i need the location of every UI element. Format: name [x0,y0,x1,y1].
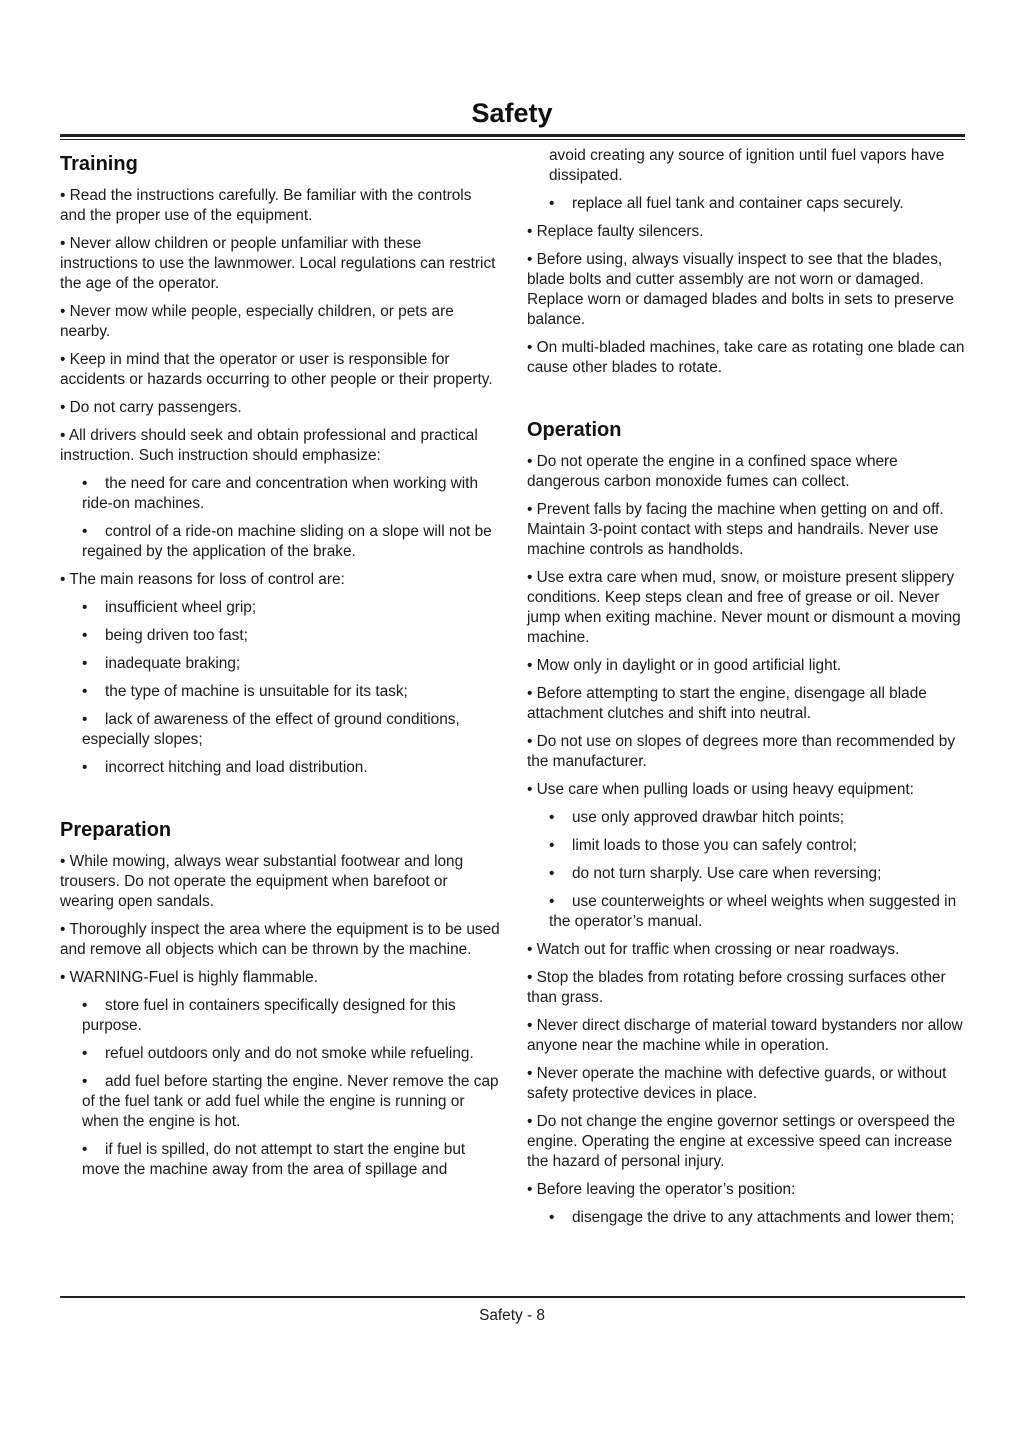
sub-item: • store fuel in containers specifically designed for this purpose. [82,997,456,1034]
right-column [527,146,967,1236]
sub-item-continued: avoid creating any source of ignition until fuel vapors have dissipated. [549,147,945,184]
sub-item: • inadequate braking; [82,655,241,672]
sub-item: • insufficient wheel grip; [82,599,257,616]
sub-item: • refuel outdoors only and do not smoke while refueling. [82,1045,474,1062]
page-number: Safety - 8 [479,1307,545,1324]
paragraph: • Replace faulty silencers. [527,223,704,240]
sub-item: • control of a ride-on machine sliding on a slope will not be regained by the application of the brake. [82,523,492,560]
header-rule-thin [60,139,965,140]
footer-rule [60,1296,965,1298]
paragraph: • Never operate the machine with defective guards, or without safety protective devices in place. [527,1065,947,1102]
paragraph: • Read the instructions carefully. Be familiar with the controls and the proper use of the equipment. [60,187,472,224]
paragraph: • Never mow while people, especially children, or pets are nearby. [60,303,454,340]
sub-item-text: incorrect hitching and load distribution. [105,759,368,776]
sub-item-text: insufficient wheel grip; [105,599,257,616]
sub-item: • limit loads to those you can safely control; [549,837,857,854]
sub-item: • do not turn sharply. Use care when reversing; [549,865,882,882]
section-title-operation: Operation [527,419,622,441]
paragraph: • Use care when pulling loads or using heavy equipment: [527,781,914,798]
paragraph: • Before attempting to start the engine, disengage all blade attachment clutches and shift into neutral. [527,685,927,722]
paragraph: • Use extra care when mud, snow, or moisture present slippery conditions. Keep steps clean and free of grease or oil. Never jump when exiting machine. Never mount or dismount a moving machine. [527,569,961,646]
sub-item-text: do not turn sharply. Use care when reversing; [572,865,882,882]
section-title-preparation: Preparation [60,819,172,841]
paragraph: • Do not change the engine governor settings or overspeed the engine. Operating the engine at excessive speed can increase the hazard of personal injury. [527,1113,956,1170]
sub-item-text: disengage the drive to any attachments and lower them; [572,1209,955,1226]
sub-item-text: use only approved drawbar hitch points; [572,809,845,826]
sub-item: • being driven too fast; [82,627,248,644]
sub-item-text: the need for care and concentration when working with ride-on machines. [82,475,479,512]
page-title: Safety [471,98,553,128]
paragraph: • Prevent falls by facing the machine when getting on and off. Maintain 3-point contact with steps and handrails. Never use machine controls as handholds. [527,501,944,558]
paragraph: • Never allow children or people unfamiliar with these instructions to use the lawnmower. Local regulations can restrict the age of the operator. [60,235,496,292]
paragraph: • Watch out for traffic when crossing or near roadways. [527,941,900,958]
sub-item: • add fuel before starting the engine. Never remove the cap of the fuel tank or add fuel while the engine is running or when the engine is hot. [82,1073,499,1130]
paragraph: • Mow only in daylight or in good artificial light. [527,657,842,674]
sub-item-text: limit loads to those you can safely control; [572,837,857,854]
paragraph: • WARNING-Fuel is highly flammable. [60,969,318,986]
paragraph: • Before leaving the operator’s position: [527,1181,796,1198]
sub-item: • lack of awareness of the effect of ground conditions, especially slopes; [82,711,460,748]
paragraph: • Never direct discharge of material toward bystanders nor allow anyone near the machine while in operation. [527,1017,963,1054]
sub-item: • the need for care and concentration when working with ride-on machines. [82,475,479,512]
paragraph: • All drivers should seek and obtain professional and practical instruction. Such instruction should emphasize: [60,427,478,464]
sub-item: • use only approved drawbar hitch points; [549,809,845,826]
paragraph: • Before using, always visually inspect to see that the blades, blade bolts and cutter assembly are not worn or damaged. Replace worn or damaged blades and bolts in sets to preserve balance. [527,251,954,328]
sub-item-text: refuel outdoors only and do not smoke while refueling. [105,1045,474,1062]
sub-item: • if fuel is spilled, do not attempt to start the engine but move the machine away from the area of spillage and [82,1141,466,1178]
paragraph: • Stop the blades from rotating before crossing surfaces other than grass. [527,969,946,1006]
sub-item-text: if fuel is spilled, do not attempt to start the engine but move the machine away from the area of spillage and [82,1141,466,1178]
paragraph: • Do not carry passengers. [60,399,242,416]
sub-item-text: control of a ride-on machine sliding on a slope will not be regained by the application of the brake. [82,523,492,560]
paragraph: • Do not use on slopes of degrees more than recommended by the manufacturer. [527,733,956,770]
header-rule-thick [60,134,965,137]
sub-item-text: use counterweights or wheel weights when suggested in the operator’s manual. [549,893,957,930]
sub-item-text: lack of awareness of the effect of ground conditions, especially slopes; [82,711,460,748]
paragraph: • The main reasons for loss of control are: [60,571,345,588]
left-column [60,146,500,1188]
paragraph: • On multi-bladed machines, take care as rotating one blade can cause other blades to rotate. [527,339,965,376]
paragraph: • While mowing, always wear substantial footwear and long trousers. Do not operate the equipment when barefoot or wearing open sandals. [60,853,464,910]
sub-item-text: being driven too fast; [105,627,248,644]
sub-item-text: replace all fuel tank and container caps securely. [572,195,904,212]
sub-item-text: the type of machine is unsuitable for its task; [105,683,408,700]
sub-item-text: store fuel in containers specifically designed for this purpose. [82,997,456,1034]
sub-item: • disengage the drive to any attachments and lower them; [549,1209,955,1226]
sub-item: • incorrect hitching and load distribution. [82,759,368,776]
sub-item-text: inadequate braking; [105,655,241,672]
sub-item-text: add fuel before starting the engine. Never remove the cap of the fuel tank or add fuel while the engine is running or when the engine is hot. [82,1073,499,1130]
sub-item: • replace all fuel tank and container caps securely. [549,195,904,212]
paragraph: • Thoroughly inspect the area where the equipment is to be used and remove all objects which can be thrown by the machine. [60,921,500,958]
sub-item: • use counterweights or wheel weights when suggested in the operator’s manual. [549,893,957,930]
paragraph: • Do not operate the engine in a confined space where dangerous carbon monoxide fumes can collect. [527,453,898,490]
section-title-training: Training [60,153,138,175]
sub-item: • the type of machine is unsuitable for its task; [82,683,408,700]
paragraph: • Keep in mind that the operator or user is responsible for accidents or hazards occurring to other people or their property. [60,351,493,388]
